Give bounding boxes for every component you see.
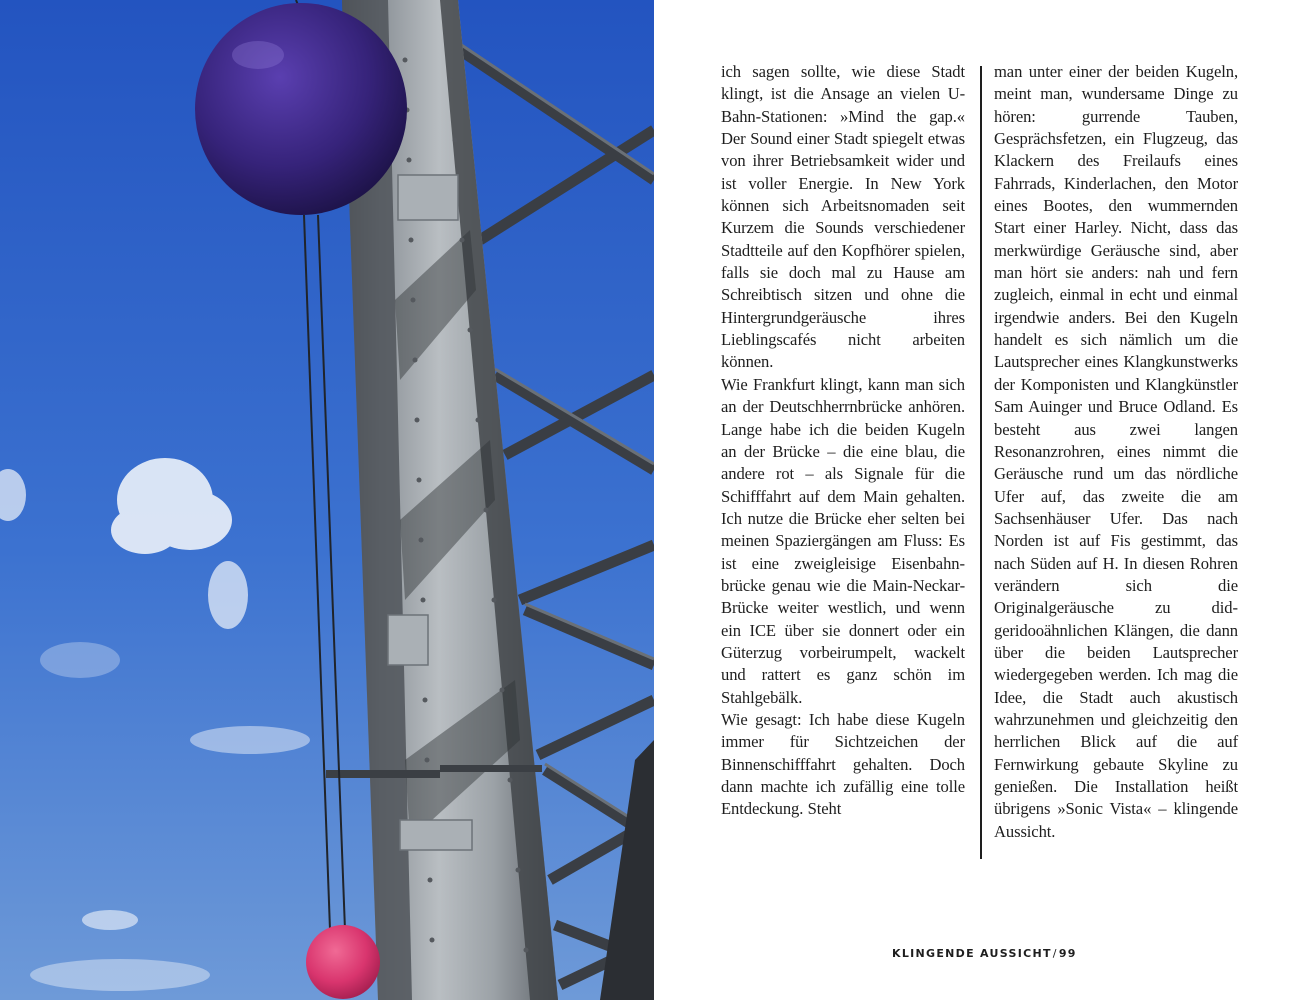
bridge-photo (0, 0, 654, 1000)
right-text-column (994, 61, 1238, 843)
section-title: KLINGENDE AUSSICHT (892, 947, 1052, 960)
left-text-column (721, 61, 965, 821)
paragraph: Wie gesagt: Ich habe diese Kugeln immer für Sichtzeichen der Binnenschifffahrt gehalten. Doch dann machte ich zufällig eine tolle Entdeckung. Steht (721, 709, 965, 819)
running-footer (892, 947, 1077, 960)
paragraph: ich sagen sollte, wie diese Stadt klingt, ist die Ansage an vielen U-Bahn-Stationen: »Mind the gap.« Der Sound einer Stadt spiegelt etwas von ihrer Betriebsamkeit wider und ist voller Energie. In New York können sich Arbeitsnomaden seit Kurzem die Sounds verschiedener Stadtteile auf den Kopfhörer spielen, falls sie doch mal zu Hause am Schreibtisch sitzen und ohne die Hintergrundgeräusche ihres Lieblingscafés nicht arbeiten können. (721, 62, 965, 372)
paragraph: Wie Frankfurt klingt, kann man sich an der Deutschherrnbrücke anhören. Lange habe ich die beiden Kugeln an der Brücke – die eine blau, die andere rot – als Signale für die Schifffahrt auf dem Main gehalten. Ich nutze die Brücke eher selten bei meinen Spaziergängen am Fluss: Es ist eine zweigleisige Eisenbahnbrücke genau wie die Main-Neckar-Brücke weiter westlich, und wenn ein ICE über sie donnert oder ein Güterzug vorbeirumpelt, wackelt und rattert es ganz schön im Stahlgebälk. (721, 374, 965, 707)
paragraph: man unter einer der beiden Kugeln, meint man, wundersame Dinge zu hören: gurrende Tauben, Gesprächsfetzen, ein Flugzeug, das Klackern des Freilaufs eines Fahrrads, Kinderlachen, den Motor eines Bootes, den wummernden Start einer Harley. Nicht, dass das merkwürdige Geräusche sind, aber man hört sie anders: nah und fern zugleich, einmal in echt und einmal irgendwie anders. Bei den Kugeln handelt es sich nämlich um die Lautsprecher eines Klangkunstwerks der Komponisten und Klangkünstler Sam Auinger und Bruce Odland. Es besteht aus zwei langen Resonanzrohren, eines nimmt die Geräusche rund um das nördliche Ufer auf, das zweite die am Sachsenhäuser Ufer. Das nach Norden ist auf Fis gestimmt, das nach Süden auf H. In diesen Rohren verändern sich die Originalgeräusche zu didgeridooähnlichen Klängen, die dann über die beiden Lautsprecher wiedergegeben werden. Ich mag die Idee, die Stadt auch akustisch wahrzunehmen und gleichzeitig den herrlichen Blick auf die auf Fernwirkung gebaute Skyline zu genießen. Die Installation heißt übrigens »Sonic Vista« – klingende Aussicht. (994, 62, 1238, 841)
text-page (654, 0, 1312, 1000)
blue-ball-highlight (232, 41, 284, 69)
column-divider (980, 66, 982, 859)
footer-separator: / (1052, 947, 1058, 960)
red-sound-ball (306, 925, 380, 999)
blue-sound-ball (195, 3, 407, 215)
bridge-photo-illustration (0, 0, 654, 1000)
page-number: 99 (1058, 947, 1077, 960)
